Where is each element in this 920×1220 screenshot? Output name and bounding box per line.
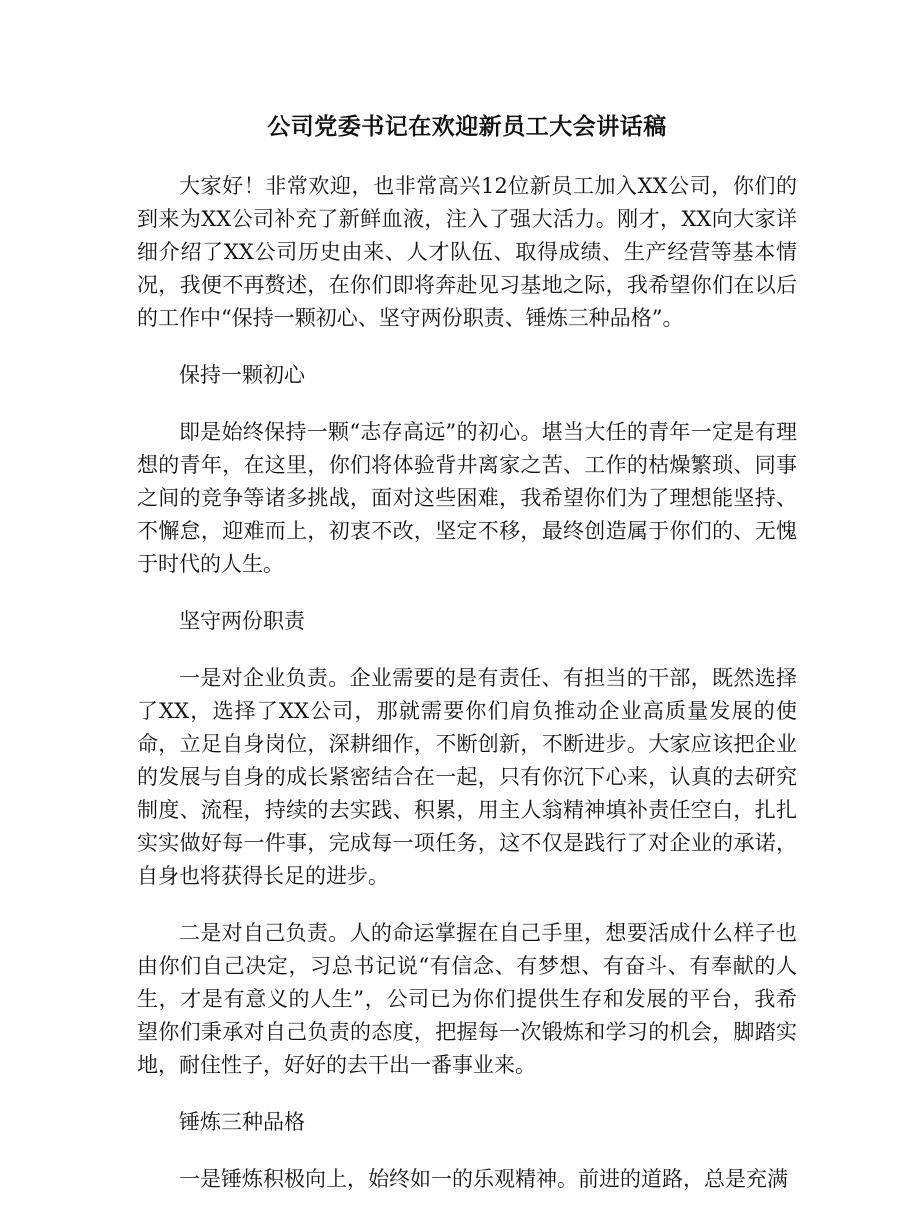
section-heading-three-qualities: 锤炼三种品格 [179,1110,305,1134]
document-title: 公司党委书记在欢迎新员工大会讲话稿 [267,113,667,140]
section-heading-original-aspiration: 保持一颗初心 [179,363,305,387]
paragraph-duty-to-company: 一是对企业负责。企业需要的是有责任、有担当的干部，既然选择了XX，选择了XX公司，那就需要你们肩负推动企业高质量发展的使命，立足自身岗位，深耕细作，不断创新，不断进步。大家应该把企业的发展与自身的成长紧密结合在一起，只有你沉下心来，认真的去研究制度、流程，持续的去实践、积累，用主人翁精神填补责任空白，扎扎实实做好每一件事，完成每一项任务，这不仅是践行了对企业的承诺，自身也将获得长足的进步。 [137,666,797,888]
paragraph-duty-to-self: 二是对自己负责。人的命运掌握在自己手里，想要活成什么样子也由你们自己决定，习总书记说“有信念、有梦想、有奋斗、有奉献的人生，才是有意义的人生”，公司已为你们提供生存和发展的平台，我希望你们秉承对自己负责的态度，把握每一次锻炼和学习的机会，脚踏实地，耐住性子，好好的去干出一番事业来。 [137,921,797,1077]
paragraph-original-aspiration: 即是始终保持一颗“志存高远”的初心。堪当大任的青年一定是有理想的青年，在这里，你们将体验背井离家之苦、工作的枯燥繁琐、同事之间的竞争等诸多挑战，面对这些困难，我希望你们为了理想能坚持、不懈怠，迎难而上，初衷不改，坚定不移，最终创造属于你们的、无愧于时代的人生。 [137,420,797,576]
paragraph-greeting: 大家好！非常欢迎，也非常高兴12位新员工加入XX公司，你们的到来为XX公司补充了新鲜血液，注入了强大活力。刚才，XX向大家详细介绍了XX公司历史由来、人才队伍、取得成绩、生产经营等基本情况，我便不再赘述，在你们即将奔赴见习基地之际，我希望你们在以后的工作中“保持一颗初心、坚守两份职责、锤炼三种品格”。 [137,174,797,330]
paragraph-optimism: 一是锤炼积极向上，始终如一的乐观精神。前进的道路，总是充满 [179,1167,788,1191]
section-heading-two-duties: 坚守两份职责 [179,609,305,633]
document-page [137,110,797,1220]
